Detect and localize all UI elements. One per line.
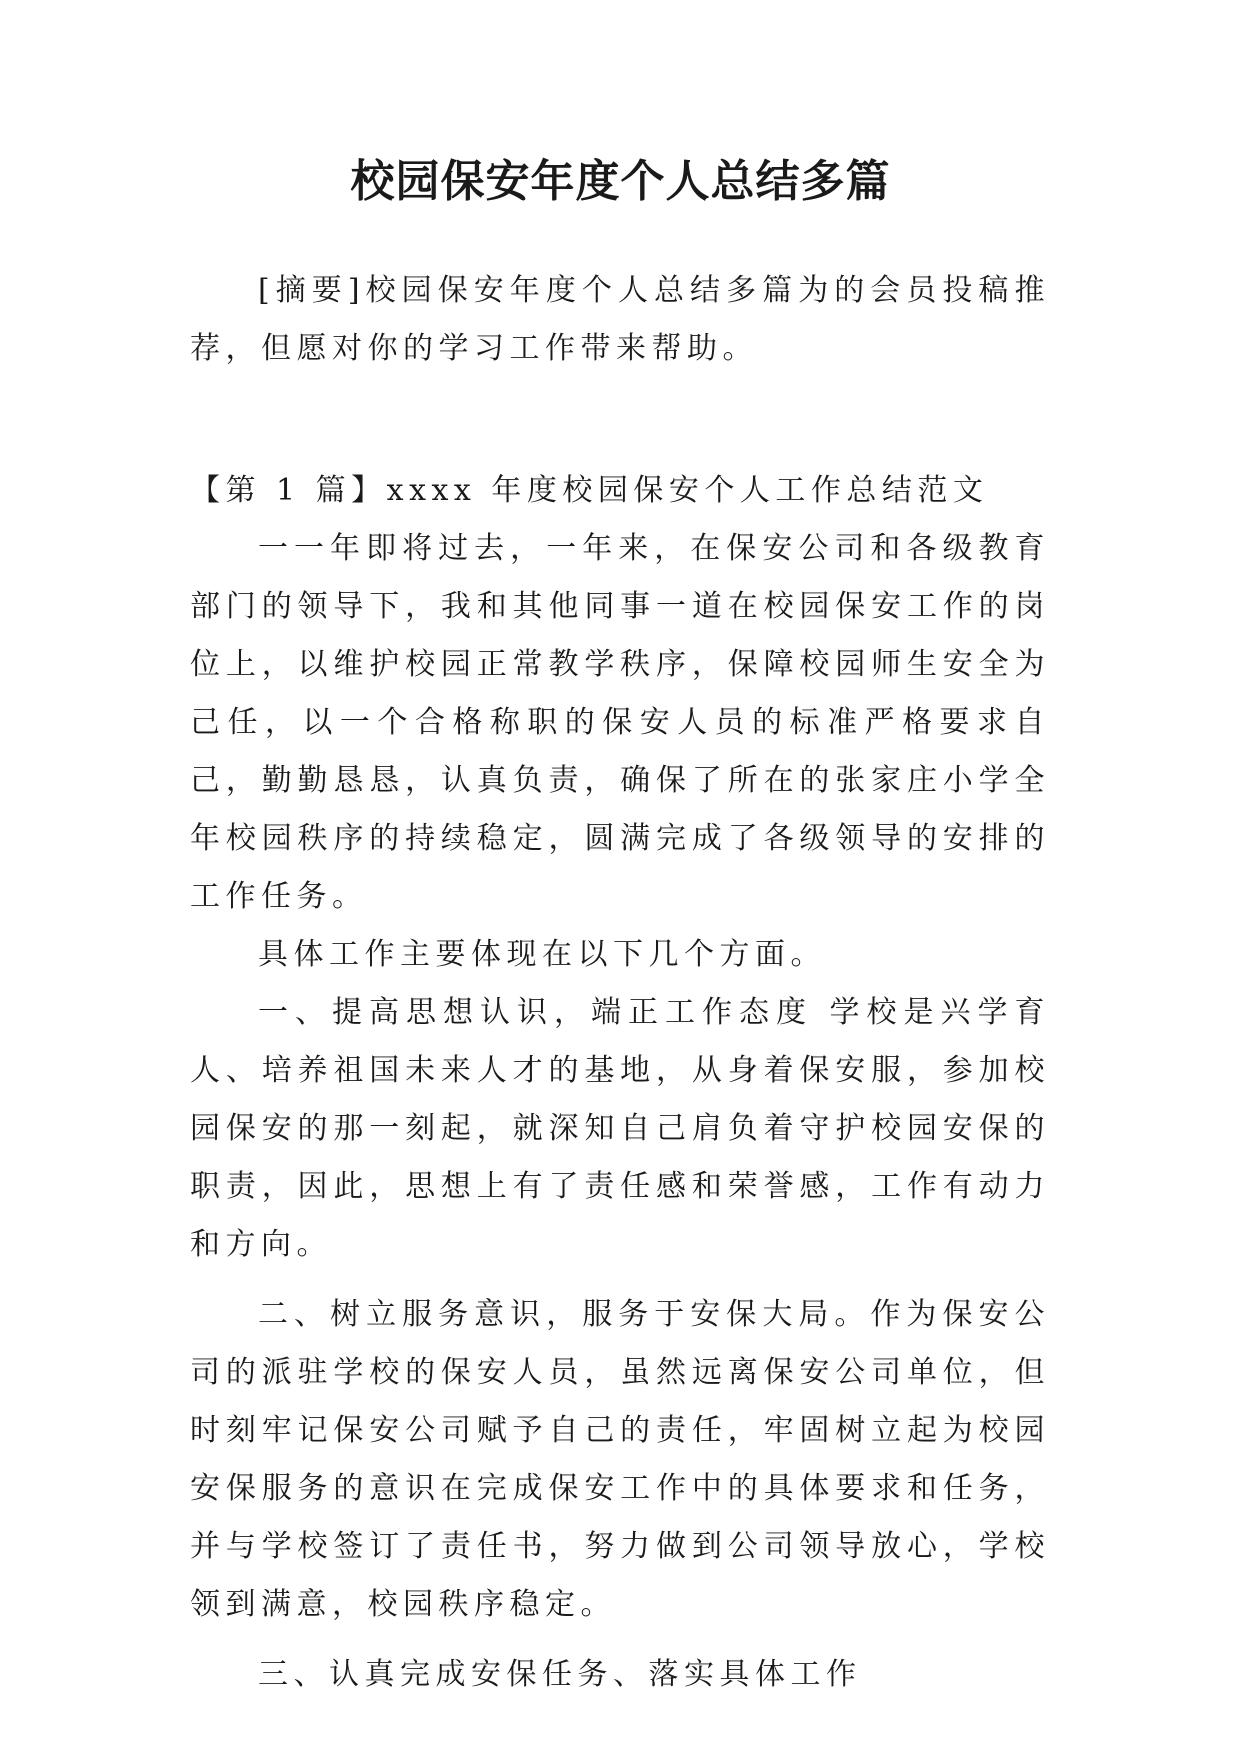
body-paragraph: 具体工作主要体现在以下几个方面。 [258, 937, 826, 972]
body-paragraph: 三、认真完成安保任务、落实具体工作 [258, 1657, 862, 1692]
document-title: 校园保安年度个人总结多篇 [350, 156, 891, 207]
article-body [190, 462, 1050, 1704]
body-paragraph: 二、树立服务意识，服务于安保大局。作为保安公司的派驻学校的保安人员，虽然远离保安公司单位，但时刻牢记保安公司赋予自己的责任，牢固树立起为校园安保服务的意识在完成保安工作中的具体要求和任务，并与学校签订了责任书，努力做到公司领导放心，学校领到满意，校园秩序稳定。 [190, 1297, 1050, 1622]
body-paragraph: 一、提高思想认识，端正工作态度 学校是兴学育人、培养祖国未来人才的基地，从身着保安服，参加校园保安的那一刻起，就深知自己肩负着守护校园安保的职责，因此，思想上有了责任感和荣誉感，工作有动力和方向。 [190, 995, 1050, 1262]
article-heading: 【第 1 篇】xxxx 年度校园保安个人工作总结范文 [190, 473, 989, 508]
body-paragraph: 一一年即将过去，一年来，在保安公司和各级教育部门的领导下，我和其他同事一道在校园保安工作的岗位上，以维护校园正常教学秩序，保障校园师生安全为己任，以一个合格称职的保安人员的标准严格要求自己，勤勤恳恳，认真负责，确保了所在的张家庄小学全年校园秩序的持续稳定，圆满完成了各级领导的安排的工作任务。 [190, 531, 1050, 914]
abstract-paragraph: [摘要]校园保安年度个人总结多篇为的会员投稿推荐，但愿对你的学习工作带来帮助。 [190, 273, 1050, 366]
